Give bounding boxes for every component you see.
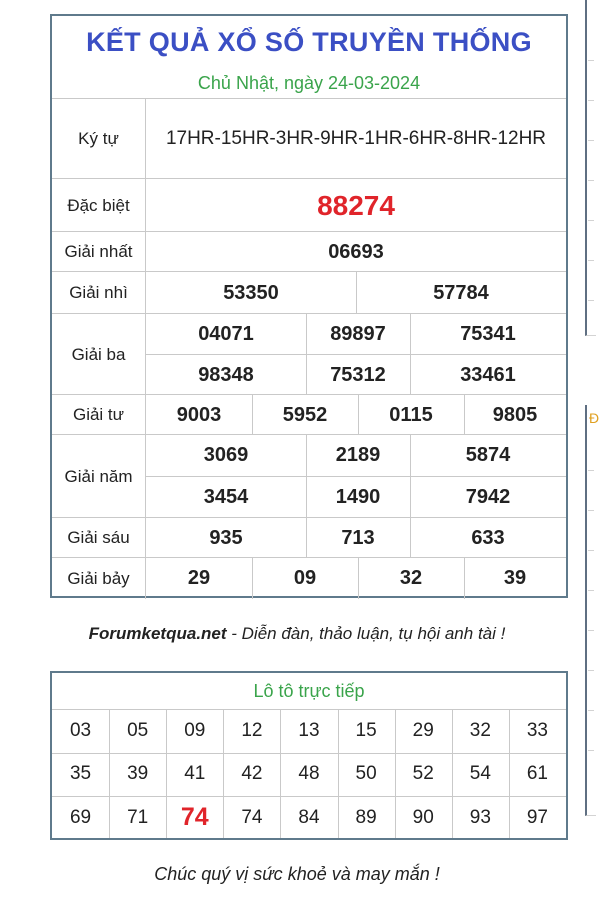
prize-number: 0115: [389, 403, 433, 426]
loto-number: 50: [355, 763, 377, 785]
prize-number: 04071: [198, 322, 254, 345]
row-label: Giải nhì: [52, 272, 146, 314]
prize-number: 33461: [460, 363, 516, 386]
prize-number: 32: [399, 567, 423, 589]
forum-tagline-text: - Diễn đàn, thảo luận, tụ hội anh tài !: [226, 624, 506, 643]
loto-number: 32: [469, 719, 491, 741]
row-label: Giải năm: [52, 435, 146, 518]
loto-number: 05: [127, 719, 149, 741]
loto-number: 71: [127, 806, 149, 828]
row-nhat: [52, 231, 566, 272]
strip-divider: [588, 220, 594, 221]
strip-divider: [588, 550, 594, 551]
loto-number: 54: [469, 763, 491, 785]
prize-number: 9805: [492, 403, 538, 426]
prize-number: 1490: [335, 486, 381, 508]
row-label: Giải ba: [52, 314, 146, 395]
prize-number: 57784: [433, 281, 489, 304]
row-nhi: [52, 271, 566, 314]
loto-number: 93: [469, 806, 491, 828]
row-label: Ký tự: [52, 99, 146, 179]
prize-number: 09: [293, 567, 317, 589]
strip-divider: [588, 260, 594, 261]
forum-site-name[interactable]: Forumketqua.net: [88, 624, 227, 643]
loto-table: [50, 671, 568, 840]
row-tu: [52, 394, 566, 435]
prize-number: 53350: [223, 281, 279, 304]
strip-divider: [588, 670, 594, 671]
prize-number: 9003: [176, 403, 222, 426]
kytu-value: 17HR-15HR-3HR-9HR-1HR-6HR-8HR-12HR: [165, 128, 547, 149]
loto-number: 90: [412, 806, 434, 828]
prize-number: 98348: [198, 363, 254, 386]
loto-number: 74: [241, 806, 263, 828]
strip-divider: [588, 60, 594, 61]
prize-number: 5952: [282, 403, 328, 426]
adjacent-panel-edge: [585, 0, 594, 923]
prize-number: 29: [187, 567, 211, 589]
row-label: Giải sáu: [52, 518, 146, 558]
forum-tagline: [0, 624, 594, 644]
page-title: KẾT QUẢ XỔ SỐ TRUYỀN THỐNG: [86, 26, 532, 57]
prize-number: 3069: [203, 444, 249, 466]
prize-number: 39: [503, 567, 527, 589]
loto-number: 15: [355, 719, 377, 741]
prize-number: 7942: [465, 486, 511, 508]
strip-divider: [588, 750, 594, 751]
draw-date: Chủ Nhật, ngày 24-03-2024: [197, 72, 421, 93]
row-label: Giải nhất: [52, 232, 146, 272]
loto-number: 42: [241, 763, 263, 785]
prize-number: 5874: [465, 444, 511, 466]
strip-divider: [588, 100, 594, 101]
row-label: Đặc biệt: [52, 179, 146, 232]
prize-number: 2189: [335, 444, 381, 466]
prize-number: 713: [341, 526, 375, 549]
row-bay: [52, 557, 566, 599]
side-letter: Đ: [589, 410, 599, 426]
row-kytu: [52, 98, 566, 179]
row-label: Giải bảy: [52, 558, 146, 599]
loto-number: 89: [355, 806, 377, 828]
closing-wish: Chúc quý vị sức khoẻ và may mắn !: [154, 864, 440, 884]
loto-number: 41: [184, 763, 206, 785]
loto-number: 97: [526, 806, 548, 828]
loto-title: Lô tô trực tiếp: [253, 680, 365, 701]
strip-divider: [588, 590, 594, 591]
results-table: [50, 14, 568, 598]
prize-number: 633: [471, 526, 505, 549]
strip-divider: [588, 180, 594, 181]
strip-divider: [588, 470, 594, 471]
loto-number: 03: [69, 719, 92, 741]
loto-number: 12: [241, 719, 263, 741]
prize-number: 75312: [330, 363, 386, 386]
loto-number: 35: [69, 763, 92, 785]
loto-number: 69: [69, 806, 92, 828]
prize-number: 89897: [330, 322, 386, 345]
adjacent-panel-bottom: [585, 405, 596, 816]
prize-number: 06693: [328, 240, 384, 263]
loto-number: 09: [184, 719, 206, 741]
row-sau: [52, 517, 566, 558]
row-nam: [52, 434, 566, 518]
adjacent-panel-top: [585, 0, 596, 336]
row-label: Giải tư: [52, 395, 146, 435]
strip-divider: [588, 140, 594, 141]
strip-divider: [588, 710, 594, 711]
loto-number: 84: [298, 806, 320, 828]
loto-number: 74: [180, 803, 209, 832]
loto-number: 52: [412, 763, 434, 785]
strip-divider: [588, 510, 594, 511]
row-ba: [52, 313, 566, 395]
loto-number: 33: [526, 719, 548, 741]
loto-number: 13: [298, 719, 320, 741]
prize-number: 935: [209, 526, 243, 549]
special-prize-number: 88274: [317, 189, 395, 221]
row-dacbiet: [52, 178, 566, 232]
loto-number: 48: [298, 763, 320, 785]
strip-divider: [588, 300, 594, 301]
loto-number: 39: [127, 763, 149, 785]
prize-number: 3454: [203, 486, 249, 508]
loto-number: 61: [526, 763, 548, 785]
loto-number: 29: [412, 719, 434, 741]
prize-number: 75341: [460, 322, 516, 345]
